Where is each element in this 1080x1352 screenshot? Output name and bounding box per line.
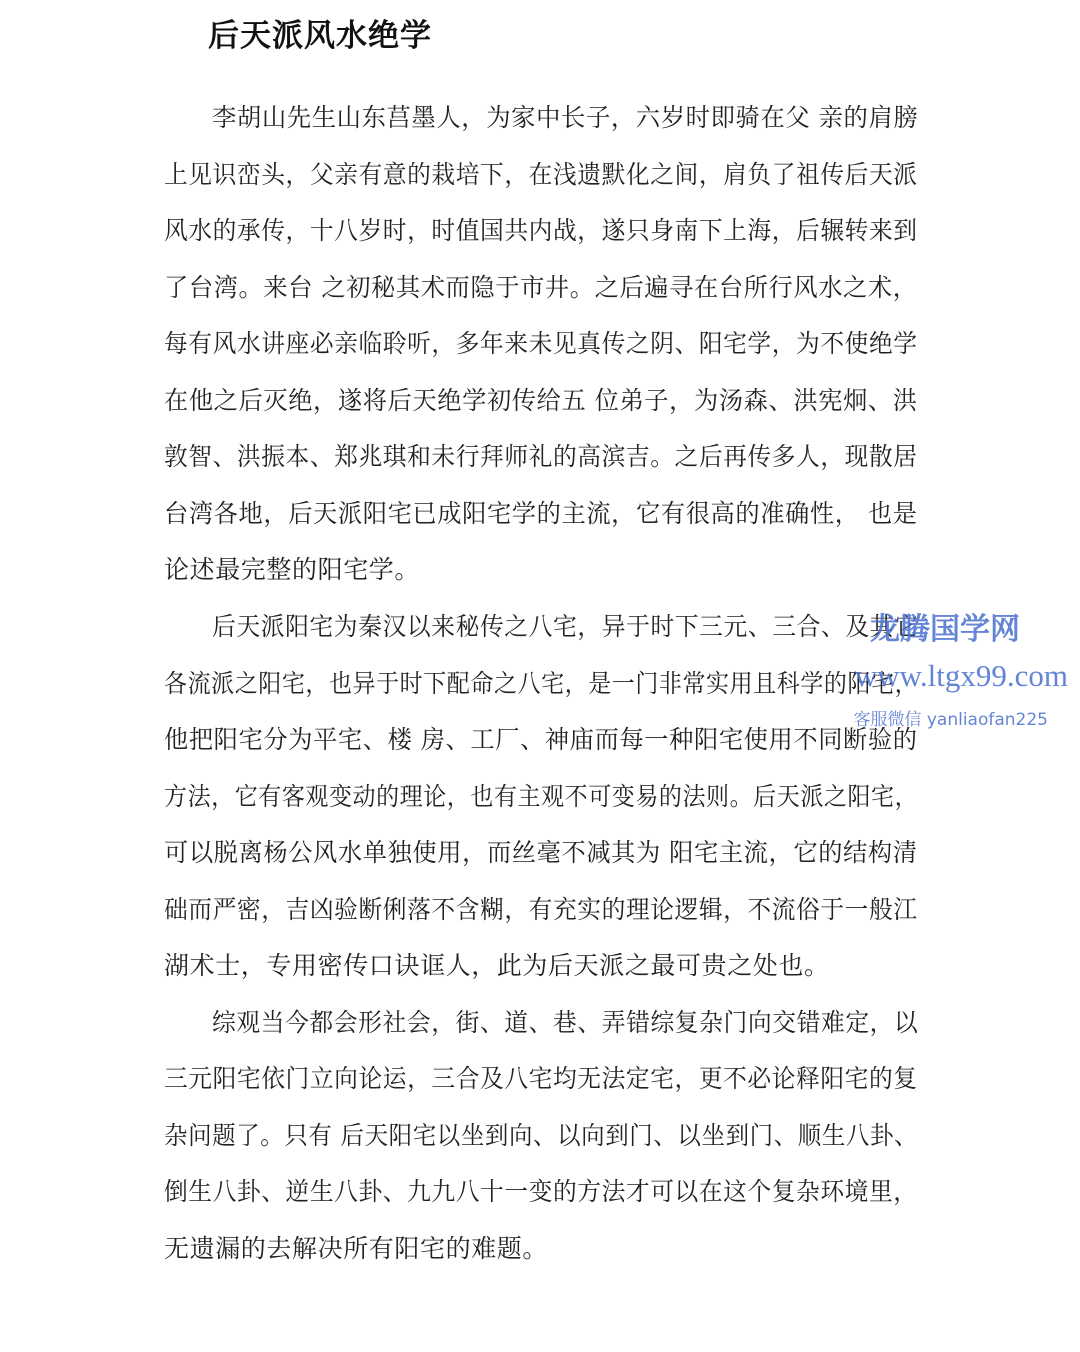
paragraph-2-line-3: 他把阳宅分为平宅、楼 房、工厂、神庙而每一种阳宅使用不同断验的 xyxy=(164,725,918,754)
paragraph-1-line-9: 论述最完整的阳宅学。 xyxy=(164,555,421,584)
paragraph-3-line-1: 综观当今都会形社会，街、道、巷、弄错综复杂门向交错难定，以 xyxy=(212,1008,919,1037)
paragraph-3-line-5: 无遗漏的去解决所有阳宅的难题。 xyxy=(164,1234,549,1263)
paragraph-1-line-4: 了台湾。来台 之初秘其术而隐于市井。之后遍寻在台所行风水之术， xyxy=(164,273,918,302)
watermark-contact: 客服微信 yanliaofan225 xyxy=(853,710,1048,730)
paragraph-1-line-3: 风水的承传，十八岁时，时值国共内战，遂只身南下上海，后辗转来到 xyxy=(164,216,918,245)
paragraph-1-line-6: 在他之后灭绝，遂将后天绝学初传给五 位弟子，为汤森、洪宪炯、洪 xyxy=(164,386,918,415)
paragraph-1-line-8: 台湾各地，后天派阳宅已成阳宅学的主流，它有很高的准确性， 也是 xyxy=(164,499,918,528)
watermark-url: www.ltgx99.com xyxy=(854,658,1068,693)
paragraph-2-line-5: 可以脱离杨公风水单独使用，而丝毫不减其为 阳宅主流，它的结构清 xyxy=(164,838,918,867)
paragraph-3-line-2: 三元阳宅依门立向论运，三合及八宅均无法定宅，更不必论释阳宅的复 xyxy=(164,1064,918,1093)
paragraph-2-line-7: 湖术士，专用密传口诀诓人，此为后天派之最可贵之处也。 xyxy=(164,951,830,980)
paragraph-1-line-5: 每有风水讲座必亲临聆听，多年来未见真传之阴、阳宅学，为不使绝学 xyxy=(164,329,918,358)
paragraph-1-line-1: 李胡山先生山东莒墨人，为家中长子，六岁时即骑在父 亲的肩膀 xyxy=(212,103,919,132)
paragraph-2-line-1: 后天派阳宅为秦汉以来秘传之八宅，异于时下三元、三合、及其它 xyxy=(212,612,919,641)
watermark-site-name: 龙腾国学网 xyxy=(870,612,1020,647)
watermark xyxy=(818,610,1068,740)
paragraph-2-line-4: 方法，它有客观变动的理论，也有主观不可变易的法则。后天派之阳宅， xyxy=(164,782,919,811)
paragraph-3-line-4: 倒生八卦、逆生八卦、九九八十一变的方法才可以在这个复杂环境里， xyxy=(164,1177,918,1206)
paragraph-3-line-3: 杂问题了。只有 后天阳宅以坐到向、以向到门、以坐到门、顺生八卦、 xyxy=(164,1121,919,1150)
paragraph-2-line-6: 础而严密，吉凶验断俐落不含糊，有充实的理论逻辑，不流俗于一般江 xyxy=(164,895,918,924)
paragraph-1-line-7: 敦智、洪振本、郑兆琪和未行拜师礼的高滨吉。之后再传多人，现散居 xyxy=(164,442,918,471)
paragraph-1-line-2: 上见识峦头，父亲有意的栽培下，在浅遗默化之间，肩负了祖传后天派 xyxy=(164,160,918,189)
paragraph-2-line-2: 各流派之阳宅，也异于时下配命之八宅，是一门非常实用且科学的阳宅， xyxy=(164,669,919,698)
document-title: 后天派风水绝学 xyxy=(208,18,432,54)
